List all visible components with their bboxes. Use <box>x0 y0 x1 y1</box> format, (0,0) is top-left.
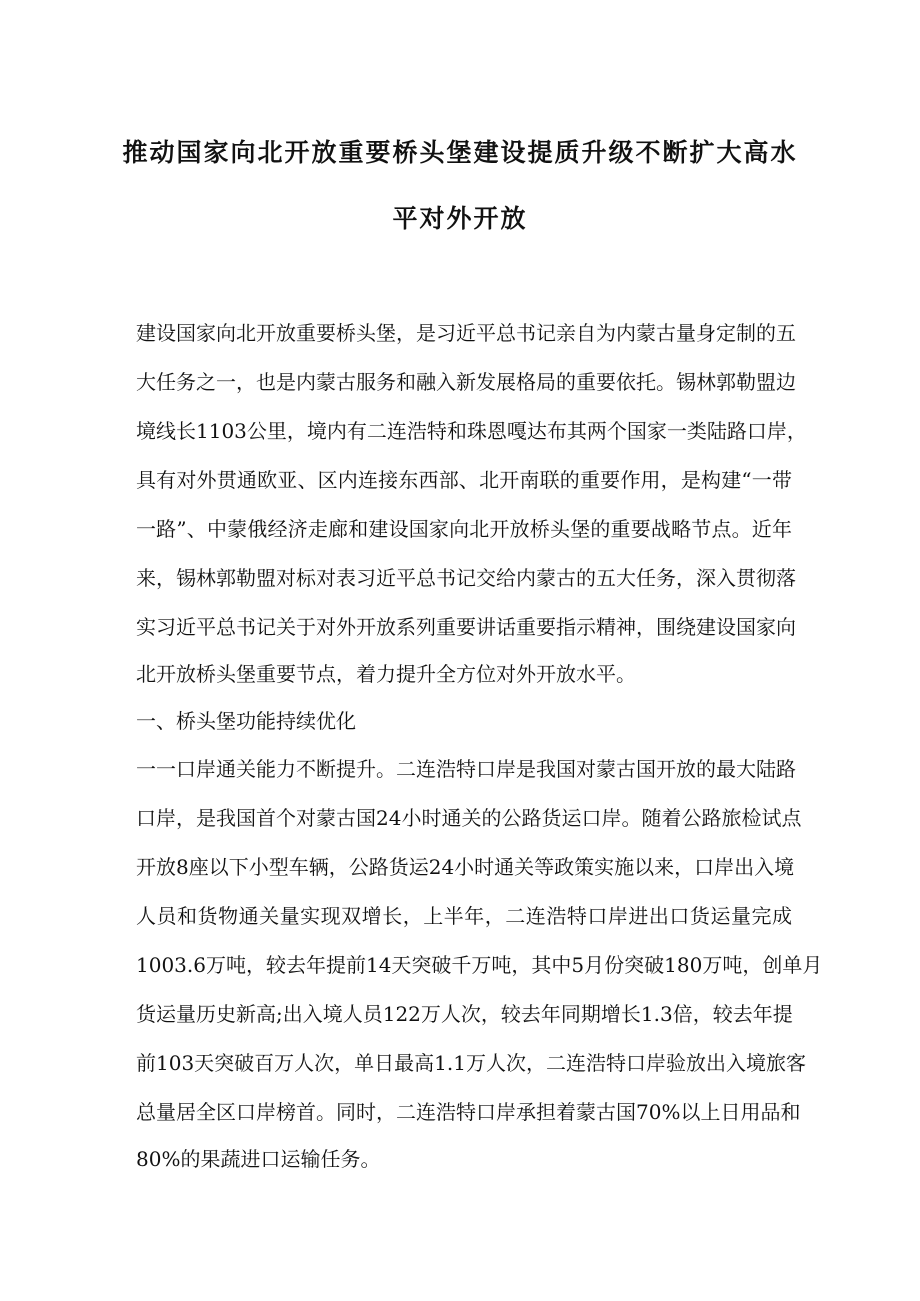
paragraph-1-line: 大任务之一，也是内蒙古服务和融入新发展格局的重要依托。锡林郭勒盟边 <box>136 370 796 394</box>
paragraph-2-line: 一一口岸通关能力不断提升。二连浩特口岸是我国对蒙古国开放的最大陆路 <box>136 757 796 781</box>
paragraph-2-line: 总量居全区口岸榜首。同时，二连浩特口岸承担着蒙古国70%以上日用品和 <box>136 1100 801 1124</box>
paragraph-2-line: 1003.6万吨，较去年提前14天突破千万吨，其中5月份突破180万吨，创单月 <box>136 953 823 977</box>
paragraph-2-line: 人员和货物通关量实现双增长，上半年，二连浩特口岸进出口货运量完成 <box>136 904 792 928</box>
paragraph-2-line: 前103天突破百万人次，单日最高1.1万人次，二连浩特口岸验放出入境旅客 <box>136 1051 806 1075</box>
paragraph-2-line: 80%的果蔬进口运输任务。 <box>136 1147 381 1171</box>
document-title-line-2: 平对外开放 <box>392 204 528 233</box>
document-title-line-1: 推动国家向北开放重要桥头堡建设提质升级不断扩大高水 <box>122 138 798 167</box>
paragraph-2-line: 开放8座以下小型车辆，公路货运24小时通关等政策实施以来，口岸出入境 <box>136 855 795 879</box>
paragraph-1-line: 建设国家向北开放重要桥头堡，是习近平总书记亲自为内蒙古量身定制的五 <box>136 321 796 345</box>
paragraph-1-line: 一路”、中蒙俄经济走廊和建设国家向北开放桥头堡的重要战略节点。近年 <box>136 517 792 541</box>
section-heading: 一、桥头堡功能持续优化 <box>136 709 356 733</box>
paragraph-1-line: 来，锡林郭勒盟对标对表习近平总书记交给内蒙古的五大任务，深入贯彻落 <box>136 566 796 590</box>
paragraph-1-line: 北开放桥头堡重要节点，着力提升全方位对外开放水平。 <box>136 662 636 686</box>
paragraph-2-line: 口岸，是我国首个对蒙古国24小时通关的公路货运口岸。随着公路旅检试点 <box>136 806 802 830</box>
paragraph-2-line: 货运量历史新高;出入境人员122万人次，较去年同期增长1.3倍，较去年提 <box>136 1002 793 1026</box>
paragraph-1-line: 实习近平总书记关于对外开放系列重要讲话重要指示精神，围绕建设国家向 <box>136 615 796 639</box>
paragraph-1-line: 境线长1103公里，境内有二连浩特和珠恩嘎达布其两个国家一类陆路口岸， <box>136 419 807 443</box>
paragraph-1-line: 具有对外贯通欧亚、区内连接东西部、北开南联的重要作用，是构建“一带 <box>136 468 792 492</box>
